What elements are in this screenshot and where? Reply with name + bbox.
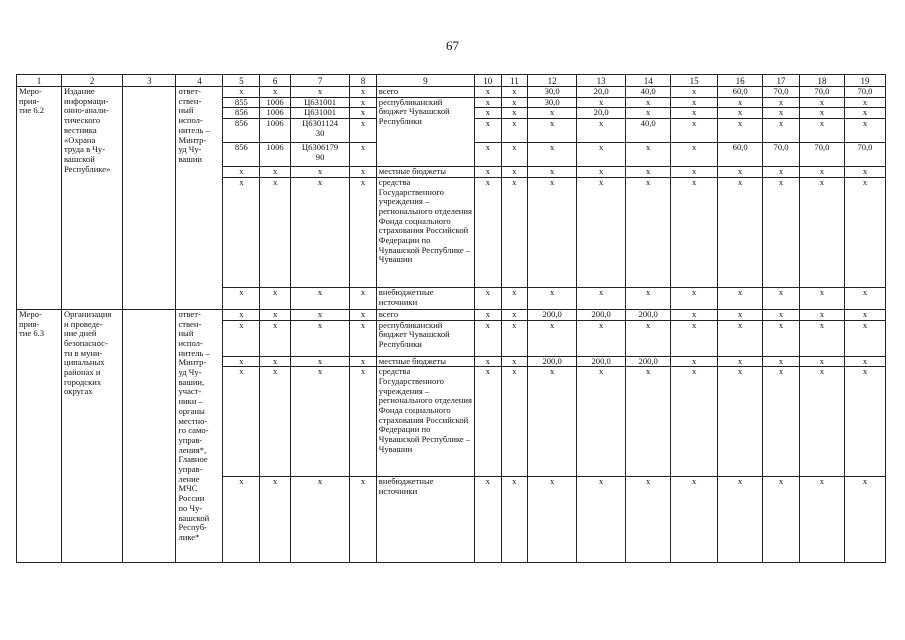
- measure-6-2-year-value-15: х: [671, 119, 718, 143]
- measure-6-3-year-value-15: х: [671, 309, 718, 320]
- measure-6-2-year-value-17: х: [763, 287, 800, 309]
- measure-6-3-year-value-18: х: [799, 320, 844, 356]
- measure-6-2-year-value-18: х: [799, 177, 844, 287]
- measure-6-2-year-value-14: х: [626, 177, 671, 287]
- measure-6-3-expense-type: х: [350, 309, 377, 320]
- measure-6-3-year-value-14: х: [626, 367, 671, 477]
- measure-6-2-section: х: [260, 177, 291, 287]
- measure-6-3-year-value-12: 200,0: [528, 356, 577, 367]
- header-cell-14: 14: [626, 75, 671, 87]
- measure-6-2-year-value-18: х: [799, 97, 844, 108]
- measure-6-3-funding-source: всего: [376, 309, 474, 320]
- measure-6-2-year-value-11: х: [501, 177, 528, 287]
- measure-6-3-col3: [123, 309, 176, 562]
- measure-6-3-year-value-16: х: [718, 320, 763, 356]
- measure-6-2-section: х: [260, 167, 291, 178]
- header-cell-13: 13: [577, 75, 626, 87]
- measure-6-2-year-value-12: х: [528, 143, 577, 167]
- measure-6-2-funding-source: республиканский бюджет Чувашской Республики: [376, 97, 474, 166]
- measure-6-3-year-value-15: х: [671, 477, 718, 563]
- measure-6-3-funding-source: внебюджетные источники: [376, 477, 474, 563]
- measure-6-2-year-value-18: 70,0: [799, 143, 844, 167]
- measure-6-2-expense-type: х: [350, 87, 377, 98]
- measure-6-3-year-value-15: х: [671, 356, 718, 367]
- header-cell-3: 3: [123, 75, 176, 87]
- measure-6-2-year-value-17: х: [763, 119, 800, 143]
- measure-6-2-year-value-11: х: [501, 287, 528, 309]
- measure-6-2-year-value-11: х: [501, 87, 528, 98]
- measure-6-2-year-value-19: х: [844, 108, 885, 119]
- measure-6-2-year-value-17: х: [763, 108, 800, 119]
- measure-6-3-year-value-17: х: [763, 367, 800, 477]
- measure-6-2-year-value-17: х: [763, 167, 800, 178]
- measure-6-2-year-value-15: х: [671, 108, 718, 119]
- measure-6-2-year-value-16: х: [718, 167, 763, 178]
- measure-6-2-year-value-17: х: [763, 97, 800, 108]
- measure-6-2-chapter: х: [223, 177, 260, 287]
- measure-6-3-expense-type: х: [350, 320, 377, 356]
- measure-6-2-year-value-12: х: [528, 108, 577, 119]
- measure-6-2-year-value-16: х: [718, 97, 763, 108]
- measure-6-2-year-value-19: 70,0: [844, 143, 885, 167]
- measure-6-2-name: Издание информаци- онно-анали- тического вестника «Охрана труда в Чу- вашской Республике»: [61, 87, 122, 310]
- measure-6-2-year-value-10: х: [474, 119, 501, 143]
- measure-6-3-chapter: х: [223, 356, 260, 367]
- measure-6-3-year-value-19: х: [844, 309, 885, 320]
- measure-6-3-year-value-16: х: [718, 477, 763, 563]
- table-row: [17, 309, 886, 320]
- measure-6-2-target-article: х: [290, 287, 349, 309]
- measure-6-2-expense-type: х: [350, 143, 377, 167]
- measure-6-3-chapter: х: [223, 367, 260, 477]
- measure-6-3-year-value-11: х: [501, 477, 528, 563]
- measure-6-2-chapter: х: [223, 287, 260, 309]
- measure-6-2-year-value-14: х: [626, 167, 671, 178]
- measure-6-3-chapter: х: [223, 477, 260, 563]
- measure-6-3-year-value-15: х: [671, 320, 718, 356]
- measure-6-3-year-value-17: х: [763, 309, 800, 320]
- measure-6-3-name: Организация и проведе- ние дней безопаснос- ти в муни- ципальных районах и городских округах: [61, 309, 122, 562]
- measure-6-3-section: х: [260, 367, 291, 477]
- measure-6-2-funding-source: местные бюджеты: [376, 167, 474, 178]
- measure-6-2-section: 1006: [260, 119, 291, 143]
- measure-6-2-year-value-12: х: [528, 167, 577, 178]
- measure-6-2-year-value-10: х: [474, 87, 501, 98]
- measure-6-3-year-value-18: х: [799, 309, 844, 320]
- measure-6-2-chapter: х: [223, 167, 260, 178]
- measure-6-2-year-value-13: х: [577, 97, 626, 108]
- measure-6-2-target-article: Ц631001: [290, 97, 349, 108]
- measure-6-3-target-article: х: [290, 356, 349, 367]
- measure-6-2-year-value-19: х: [844, 97, 885, 108]
- measure-6-2-year-value-14: х: [626, 287, 671, 309]
- measure-6-3-expense-type: х: [350, 356, 377, 367]
- measure-6-2-year-value-18: х: [799, 108, 844, 119]
- measure-6-3-year-value-11: х: [501, 356, 528, 367]
- measure-6-2-year-value-12: х: [528, 119, 577, 143]
- measure-6-2-year-value-11: х: [501, 97, 528, 108]
- measure-6-3-expense-type: х: [350, 477, 377, 563]
- measure-6-2-year-value-13: х: [577, 287, 626, 309]
- measure-6-3-year-value-16: х: [718, 356, 763, 367]
- measure-6-2-year-value-16: х: [718, 287, 763, 309]
- measure-6-2-year-value-19: х: [844, 287, 885, 309]
- measure-6-2-funding-source: всего: [376, 87, 474, 98]
- measure-6-3-section: х: [260, 320, 291, 356]
- measure-6-2-year-value-15: х: [671, 177, 718, 287]
- measure-6-2-year-value-14: х: [626, 97, 671, 108]
- measure-6-2-expense-type: х: [350, 119, 377, 143]
- measure-6-2-year-value-16: 60,0: [718, 143, 763, 167]
- measure-6-2-year-value-14: 40,0: [626, 87, 671, 98]
- measure-6-2-year-value-12: х: [528, 287, 577, 309]
- measure-6-3-year-value-13: х: [577, 477, 626, 563]
- measure-6-2-expense-type: х: [350, 287, 377, 309]
- measure-6-2-year-value-12: 30,0: [528, 97, 577, 108]
- measure-6-2-year-value-15: х: [671, 167, 718, 178]
- measure-6-3-section: х: [260, 309, 291, 320]
- measure-6-3-year-value-11: х: [501, 367, 528, 477]
- measure-6-2-year-value-16: х: [718, 177, 763, 287]
- header-cell-18: 18: [799, 75, 844, 87]
- measure-6-2-year-value-15: х: [671, 287, 718, 309]
- measure-6-3-target-article: х: [290, 320, 349, 356]
- measure-6-2-section: 1006: [260, 97, 291, 108]
- measure-6-2-year-value-19: 70,0: [844, 87, 885, 98]
- page-number: 67: [446, 38, 459, 53]
- measure-6-2-responsible: ответ- ствен- ный испол- нитель – Минтр- уд Чу- вашии: [176, 87, 223, 310]
- measure-6-3-target-article: х: [290, 367, 349, 477]
- measure-6-2-chapter: 856: [223, 143, 260, 167]
- measure-6-2-col3: [123, 87, 176, 310]
- measure-6-3-year-value-17: х: [763, 356, 800, 367]
- measure-6-3-year-value-12: 200,0: [528, 309, 577, 320]
- measure-6-2-year-value-10: х: [474, 287, 501, 309]
- header-cell-4: 4: [176, 75, 223, 87]
- measure-6-3-year-value-19: х: [844, 320, 885, 356]
- measure-6-2-year-value-13: 20,0: [577, 108, 626, 119]
- measure-6-3-target-article: х: [290, 477, 349, 563]
- measure-6-2-year-value-18: 70,0: [799, 87, 844, 98]
- measure-6-2-target-article: х: [290, 177, 349, 287]
- measure-6-3-year-value-17: х: [763, 320, 800, 356]
- measure-6-2-expense-type: х: [350, 97, 377, 108]
- measure-6-2-year-value-14: х: [626, 143, 671, 167]
- measure-6-2-year-value-15: х: [671, 143, 718, 167]
- measure-6-2-year-value-18: х: [799, 119, 844, 143]
- measure-6-2-section: 1006: [260, 108, 291, 119]
- header-cell-19: 19: [844, 75, 885, 87]
- measure-6-3-chapter: х: [223, 320, 260, 356]
- measure-6-3-year-value-13: 200,0: [577, 356, 626, 367]
- measure-6-2-year-value-19: х: [844, 119, 885, 143]
- header-cell-5: 5: [223, 75, 260, 87]
- measure-6-2-year-value-10: х: [474, 177, 501, 287]
- measure-6-2-funding-source: внебюджетные источники: [376, 287, 474, 309]
- header-cell-8: 8: [350, 75, 377, 87]
- measure-6-3-year-value-12: х: [528, 477, 577, 563]
- measure-6-3-year-value-15: х: [671, 367, 718, 477]
- header-cell-6: 6: [260, 75, 291, 87]
- header-cell-10: 10: [474, 75, 501, 87]
- measure-6-2-section: 1006: [260, 143, 291, 167]
- measure-6-3-year-value-14: х: [626, 320, 671, 356]
- measure-6-3-year-value-14: 200,0: [626, 309, 671, 320]
- measure-6-2-expense-type: х: [350, 108, 377, 119]
- measure-6-2-year-value-13: х: [577, 177, 626, 287]
- measure-6-2-year-value-17: 70,0: [763, 87, 800, 98]
- measure-6-3-funding-source: средства Государственного учреждения – регионального отделения Фонда социального страхования Российской Федерации по Чувашской Республике – Чувашии: [376, 367, 474, 477]
- measure-6-2-year-value-19: х: [844, 167, 885, 178]
- measure-6-2-year-value-11: х: [501, 108, 528, 119]
- measure-6-3-section: х: [260, 356, 291, 367]
- header-cell-16: 16: [718, 75, 763, 87]
- measure-6-3-label: Меро- прия- тие 6.3: [17, 309, 62, 562]
- budget-table: [16, 74, 886, 563]
- measure-6-2-year-value-17: х: [763, 177, 800, 287]
- measure-6-2-expense-type: х: [350, 167, 377, 178]
- measure-6-2-year-value-10: х: [474, 167, 501, 178]
- measure-6-2-section: х: [260, 87, 291, 98]
- header-cell-2: 2: [61, 75, 122, 87]
- measure-6-2-year-value-13: х: [577, 167, 626, 178]
- measure-6-3-year-value-16: х: [718, 309, 763, 320]
- measure-6-2-year-value-16: х: [718, 119, 763, 143]
- measure-6-2-section: х: [260, 287, 291, 309]
- measure-6-3-year-value-13: 200,0: [577, 309, 626, 320]
- measure-6-2-year-value-13: х: [577, 143, 626, 167]
- measure-6-3-year-value-10: х: [474, 356, 501, 367]
- measure-6-3-year-value-14: х: [626, 477, 671, 563]
- measure-6-2-year-value-12: х: [528, 177, 577, 287]
- measure-6-2-chapter: 855: [223, 97, 260, 108]
- measure-6-3-year-value-10: х: [474, 367, 501, 477]
- header-cell-11: 11: [501, 75, 528, 87]
- measure-6-2-year-value-16: х: [718, 108, 763, 119]
- measure-6-2-target-article: х: [290, 87, 349, 98]
- measure-6-2-year-value-10: х: [474, 143, 501, 167]
- measure-6-3-year-value-12: х: [528, 367, 577, 477]
- header-cell-17: 17: [763, 75, 800, 87]
- measure-6-3-funding-source: местные бюджеты: [376, 356, 474, 367]
- measure-6-3-year-value-13: х: [577, 367, 626, 477]
- measure-6-3-year-value-19: х: [844, 356, 885, 367]
- measure-6-3-funding-source: республиканский бюджет Чувашской Республики: [376, 320, 474, 356]
- measure-6-2-target-article: х: [290, 167, 349, 178]
- measure-6-2-year-value-18: х: [799, 167, 844, 178]
- measure-6-2-year-value-11: х: [501, 143, 528, 167]
- measure-6-2-year-value-14: х: [626, 108, 671, 119]
- measure-6-3-year-value-19: х: [844, 477, 885, 563]
- header-row: [17, 75, 886, 87]
- measure-6-2-year-value-13: х: [577, 119, 626, 143]
- measure-6-2-year-value-19: х: [844, 177, 885, 287]
- measure-6-2-year-value-14: 40,0: [626, 119, 671, 143]
- measure-6-3-year-value-11: х: [501, 320, 528, 356]
- measure-6-2-chapter: 856: [223, 119, 260, 143]
- measure-6-3-chapter: х: [223, 309, 260, 320]
- measure-6-2-year-value-16: 60,0: [718, 87, 763, 98]
- measure-6-3-year-value-17: х: [763, 477, 800, 563]
- measure-6-2-year-value-15: х: [671, 87, 718, 98]
- measure-6-3-year-value-14: 200,0: [626, 356, 671, 367]
- measure-6-2-year-value-15: х: [671, 97, 718, 108]
- measure-6-3-target-article: х: [290, 309, 349, 320]
- measure-6-3-year-value-18: х: [799, 477, 844, 563]
- measure-6-2-target-article: Ц6301124 30: [290, 119, 349, 143]
- measure-6-2-year-value-11: х: [501, 167, 528, 178]
- header-cell-12: 12: [528, 75, 577, 87]
- measure-6-2-label: Меро- прия- тие 6.2: [17, 87, 62, 310]
- measure-6-2-chapter: х: [223, 87, 260, 98]
- measure-6-3-section: х: [260, 477, 291, 563]
- measure-6-3-year-value-11: х: [501, 309, 528, 320]
- measure-6-2-expense-type: х: [350, 177, 377, 287]
- measure-6-3-expense-type: х: [350, 367, 377, 477]
- measure-6-3-responsible: ответ- ствен- ный испол- нитель – Минтр- уд Чу- вашии, участ- ники – органы местно- го само- управ- ления*, Главное управ- ление МЧС России по Чу- вашской Респуб- лике*: [176, 309, 223, 562]
- measure-6-3-year-value-18: х: [799, 367, 844, 477]
- table-row: [17, 87, 886, 98]
- measure-6-3-year-value-10: х: [474, 320, 501, 356]
- measure-6-3-year-value-10: х: [474, 309, 501, 320]
- measure-6-2-year-value-10: х: [474, 108, 501, 119]
- measure-6-2-year-value-18: х: [799, 287, 844, 309]
- measure-6-2-year-value-13: 20,0: [577, 87, 626, 98]
- measure-6-2-target-article: Ц6306179 90: [290, 143, 349, 167]
- measure-6-3-year-value-19: х: [844, 367, 885, 477]
- measure-6-2-funding-source: средства Государственного учреждения – регионального отделения Фонда социального страхования Российской Федерации по Чувашской Республике – Чувашии: [376, 177, 474, 287]
- header-cell-15: 15: [671, 75, 718, 87]
- header-cell-1: 1: [17, 75, 62, 87]
- measure-6-3-year-value-13: х: [577, 320, 626, 356]
- measure-6-3-year-value-12: х: [528, 320, 577, 356]
- measure-6-3-year-value-10: х: [474, 477, 501, 563]
- header-cell-9: 9: [376, 75, 474, 87]
- measure-6-2-chapter: 856: [223, 108, 260, 119]
- measure-6-3-year-value-16: х: [718, 367, 763, 477]
- measure-6-2-year-value-10: х: [474, 97, 501, 108]
- measure-6-2-year-value-11: х: [501, 119, 528, 143]
- measure-6-2-year-value-17: 70,0: [763, 143, 800, 167]
- measure-6-2-target-article: Ц631001: [290, 108, 349, 119]
- measure-6-3-year-value-18: х: [799, 356, 844, 367]
- header-cell-7: 7: [290, 75, 349, 87]
- measure-6-2-year-value-12: 30,0: [528, 87, 577, 98]
